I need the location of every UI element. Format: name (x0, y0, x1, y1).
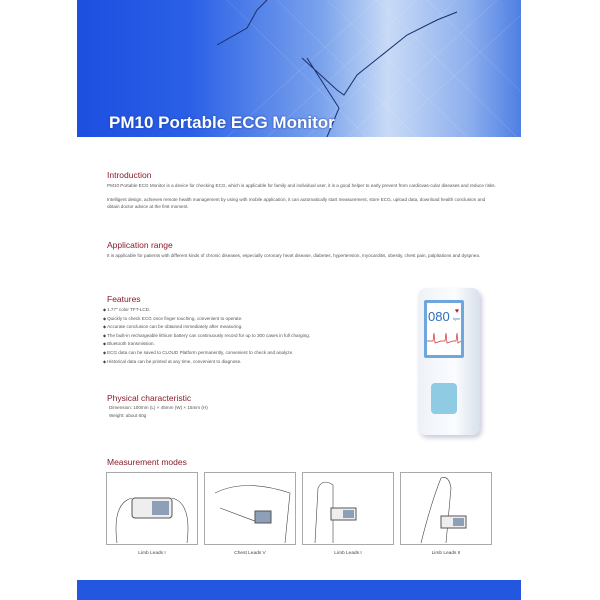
introduction-paragraph-2: Intelligent design, achieves remote health management by using with mobile application, it can automatically start measurement, store ECG, upload data, download health conclusion and obtain doctor advice at the first moment. (107, 197, 486, 209)
physical-heading: Physical characteristic (107, 393, 192, 403)
mode-illustration-chest-leads-v (204, 472, 296, 545)
feature-item: ◆ The built-in rechargeable lithium battery can continuously record for up to 300 cases in full charging. (103, 332, 310, 341)
footer-bar (77, 580, 521, 600)
measurement-heading: Measurement modes (107, 457, 187, 467)
mode-caption: Chest Leads V (234, 551, 266, 556)
mode-caption: Limb Leads I (138, 551, 166, 556)
application-text: It is applicable for patients with different kinds of chronic diseases, especially coronary heart disease, diabetes, hypertension, myocarditis, obesity, chest pain, palpitations and dyspnea. (107, 253, 481, 258)
physical-dimension: Dimension: 100mm (L) × 45mm (W) × 15mm (H) (109, 405, 208, 410)
feature-item: ◆ Accurate conclusion can be obtained immediately after measuring. (103, 323, 310, 332)
heart-rate-value: 080 (428, 309, 450, 324)
mode-illustration-limb-leads-2 (400, 472, 492, 545)
ecg-waveform-icon (427, 331, 461, 345)
feature-item: ◆ 1.77" color TFT-LCD. (103, 306, 310, 315)
feature-item: ◆ Quickly to check ECG once finger touching, convenient to operate. (103, 315, 310, 324)
mode-illustration-limb-leads-1 (106, 472, 198, 545)
introduction-paragraph-1: PM10 Portable ECG Monitor is a device for checking ECG, which is applicable for family and individual user, it is a good helper to early prevent from cardiovas-cular diseases and reduce risks. (107, 183, 496, 188)
device-button (431, 383, 457, 414)
application-heading: Application range (107, 240, 173, 250)
feature-item: ◆ Historical data can be printed at any time, convenient to diagnose. (103, 358, 310, 367)
mode-caption: Limb Leads II (431, 551, 461, 556)
features-heading: Features (107, 294, 141, 304)
page-title: PM10 Portable ECG Monitor (109, 113, 335, 132)
ecg-device-image (418, 288, 480, 435)
mode-illustration-limb-leads-1b (302, 472, 394, 545)
heart-rate-unit: bpm (453, 317, 460, 321)
feature-item: ◆ Bluetooth transmission. (103, 340, 310, 349)
mode-caption: Limb Leads I (334, 551, 362, 556)
device-screen (424, 300, 464, 358)
features-list (103, 306, 310, 366)
physical-weight: Weight: about 60g (109, 413, 147, 418)
header-banner (77, 0, 521, 137)
introduction-heading: Introduction (107, 170, 152, 180)
feature-item: ◆ ECG data can be saved to CLOUD Platform permanently, convenient to check and analyze. (103, 349, 310, 358)
heart-icon: ♥ (454, 308, 459, 315)
